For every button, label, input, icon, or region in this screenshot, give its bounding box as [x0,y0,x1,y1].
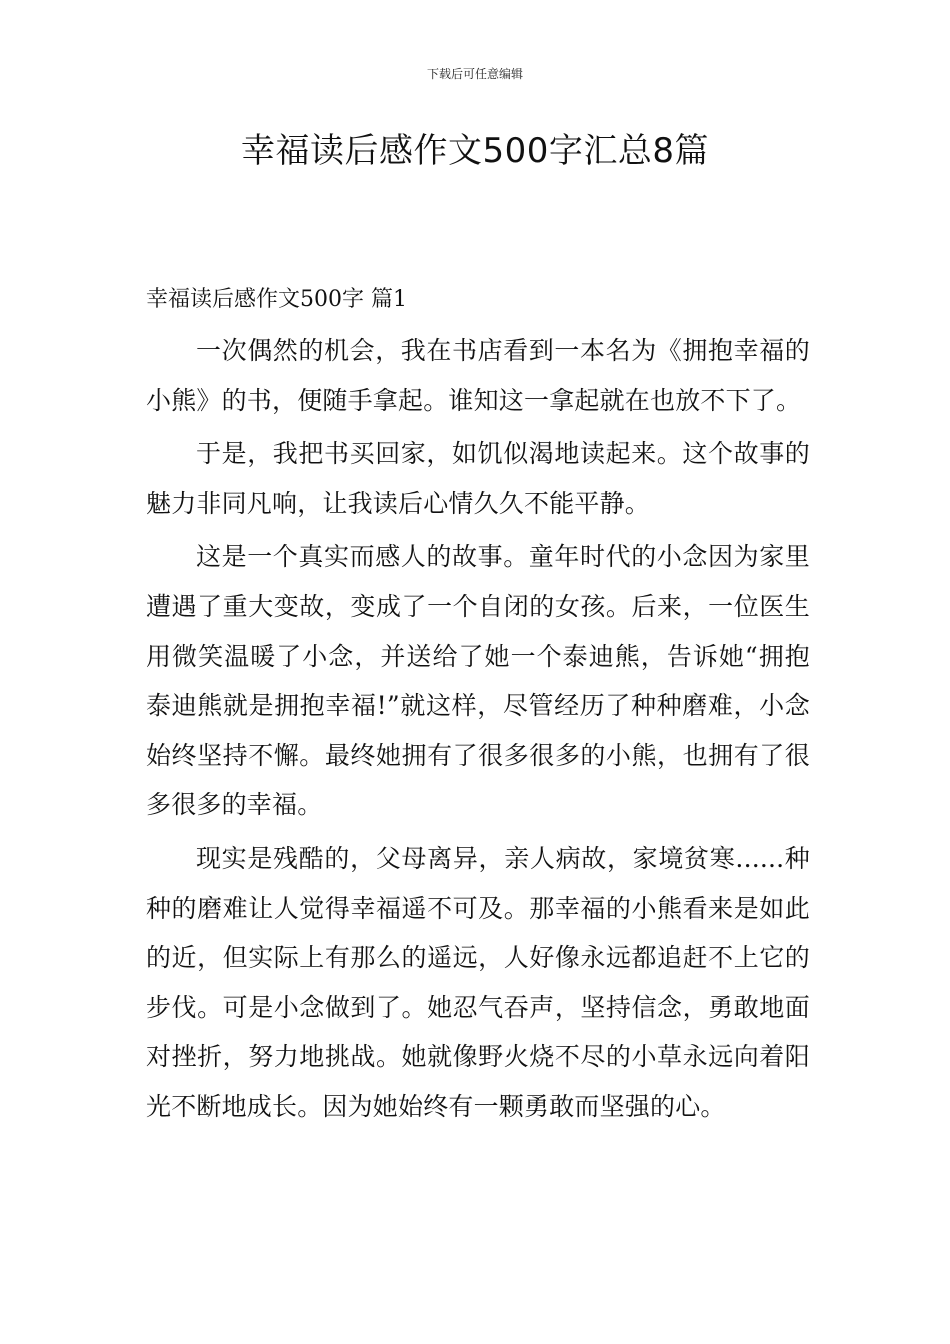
paragraph-2: 于是，我把书买回家，如饥似渴地读起来。这个故事的魅力非同凡响，让我读后心情久久不能平静。 [146,439,810,518]
article-body [146,326,810,1136]
paragraph-4: 现实是残酷的，父母离异，亲人病故，家境贫寒......种种的磨难让人觉得幸福遥不可及。那幸福的小熊看来是如此的近，但实际上有那么的遥远，人好像永远都追赶不上它的步伐。可是小念做到了。她忍气吞声，坚持信念，勇敢地面对挫折，努力地挑战。她就像野火烧不尽的小草永远向着阳光不断地成长。因为她始终有一颗勇敢而坚强的心。 [146,843,810,1121]
paragraph-3: 这是一个真实而感人的故事。童年时代的小念因为家里遭遇了重大变故，变成了一个自闭的女孩。后来，一位医生用微笑温暖了小念，并送给了她一个泰迪熊，告诉她“拥抱泰迪熊就是拥抱幸福!”就这样，尽管经历了种种磨难，小念始终坚持不懈。最终她拥有了很多很多的小熊，也拥有了很多很多的幸福。 [146,542,810,820]
document-title: 幸福读后感作文500字汇总8篇 [240,131,710,171]
header-note: 下载后可任意编辑 [426,67,523,81]
section-heading: 幸福读后感作文500字 篇1 [146,287,407,312]
paragraph-1: 一次偶然的机会，我在书店看到一本名为《拥抱幸福的小熊》的书，便随手拿起。谁知这一拿起就在也放不下了。 [146,336,810,415]
